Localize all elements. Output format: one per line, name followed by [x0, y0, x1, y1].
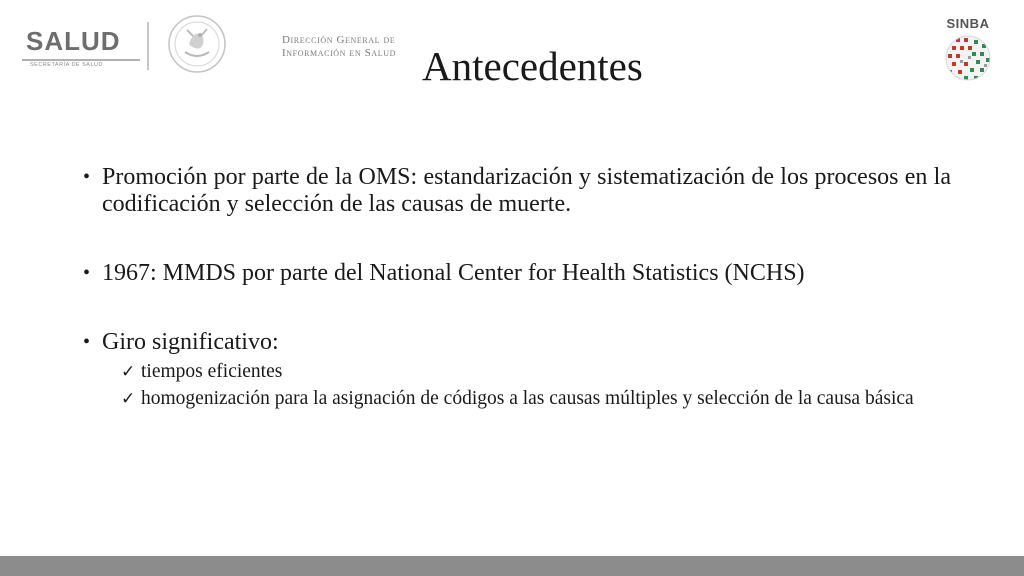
sinba-logo-word: SINBA	[946, 16, 990, 31]
dgis-logo	[282, 34, 396, 60]
salud-logo-rule	[22, 59, 140, 61]
sub-item	[83, 387, 951, 411]
header-divider	[147, 22, 149, 70]
bullet-item	[83, 260, 951, 287]
dgis-line-2: Información en Salud	[282, 47, 396, 59]
slide-body	[83, 164, 951, 414]
salud-logo-subtitle: SECRETARÍA DE SALUD	[30, 62, 103, 68]
bullet-dot: •	[83, 262, 91, 284]
sinba-logo	[938, 16, 998, 86]
salud-logo-word: SALUD	[26, 26, 121, 56]
slide-title: Antecedentes	[422, 43, 643, 89]
bullet-item	[83, 329, 951, 356]
dgis-line-1: Dirección General de	[282, 34, 396, 46]
sub-item	[83, 360, 951, 384]
bullet-text: Giro significativo:	[102, 329, 279, 355]
sub-item-text: tiempos eficientes	[141, 361, 283, 382]
national-seal-icon	[167, 14, 227, 74]
salud-logo	[22, 26, 140, 68]
sinba-globe-icon	[944, 34, 992, 82]
bullet-dot: •	[83, 166, 91, 188]
bullet-text: 1967: MMDS por parte del National Center for Health Statistics (NCHS)	[102, 260, 805, 286]
checkmark-icon: ✓	[121, 362, 136, 382]
bullet-item	[83, 164, 951, 218]
checkmark-icon: ✓	[121, 389, 136, 409]
footer-bar	[0, 556, 1024, 576]
sub-item-text: homogenización para la asignación de códigos a las causas múltiples y selección de la causa básica	[141, 388, 914, 409]
bullet-dot: •	[83, 331, 91, 353]
bullet-text: Promoción por parte de la OMS: estandarización y sistematización de los procesos en la codificación y selección de las causas de muerte.	[102, 164, 951, 217]
